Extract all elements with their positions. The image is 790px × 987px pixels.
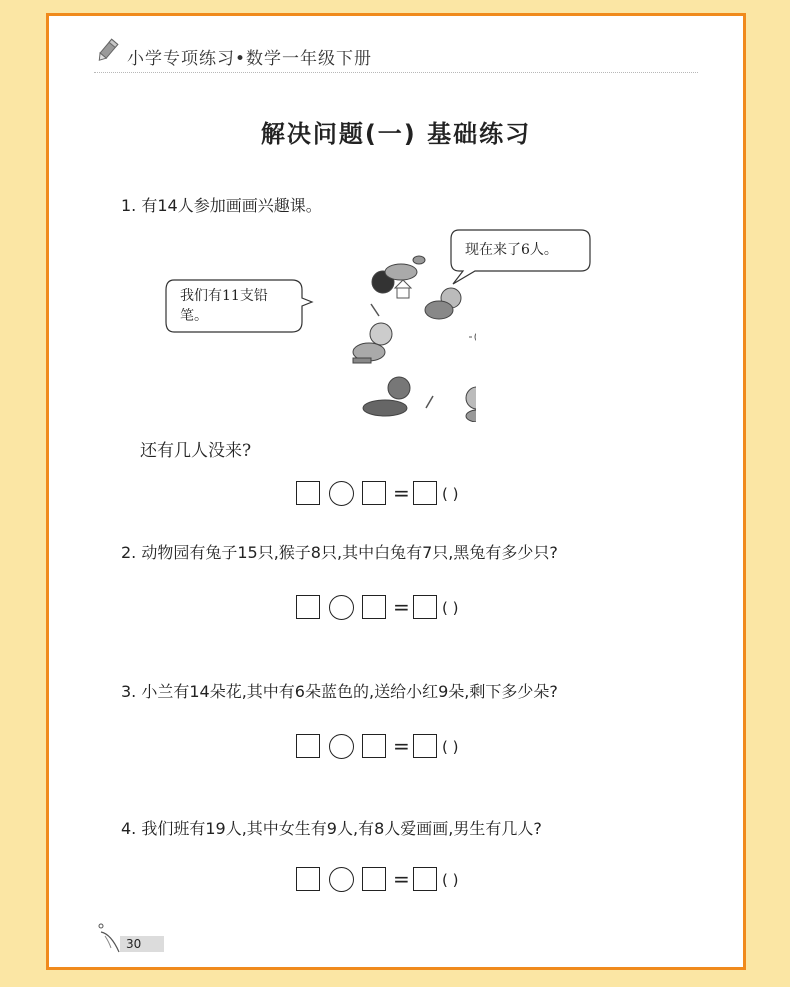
equation-2-operator-circle[interactable]	[329, 595, 354, 620]
equation-4-box-a[interactable]	[296, 867, 320, 891]
equation-4	[296, 867, 516, 893]
equation-2	[296, 595, 516, 621]
equation-2-box-result[interactable]	[413, 595, 437, 619]
speech-bubble-left-text: 我们有11支铅笔。	[180, 288, 268, 324]
child-left	[353, 323, 392, 363]
equation-1-answer-parens[interactable]: ( )	[442, 485, 459, 503]
equation-3-box-a[interactable]	[296, 734, 320, 758]
equation-2-box-b[interactable]	[362, 595, 386, 619]
pencil-icon	[94, 38, 120, 64]
house-drawing	[395, 280, 411, 298]
equation-3-box-result[interactable]	[413, 734, 437, 758]
swirl-decoration-icon	[97, 922, 121, 954]
page-number: 30	[120, 936, 164, 952]
equation-3	[296, 734, 516, 760]
equation-1	[296, 481, 516, 507]
equation-4-box-b[interactable]	[362, 867, 386, 891]
speech-bubble-right-text: 现在来了6人。	[465, 242, 558, 258]
sun-drawing	[469, 325, 476, 349]
equation-3-operator-circle[interactable]	[329, 734, 354, 759]
equation-1-box-b[interactable]	[362, 481, 386, 505]
equation-1-box-result[interactable]	[413, 481, 437, 505]
child-right-top	[425, 288, 461, 319]
question-1-follow-up: 还有几人没来?	[140, 441, 252, 461]
equation-2-box-a[interactable]	[296, 595, 320, 619]
child-bottom-right	[466, 387, 476, 422]
question-4-text: 4. 我们班有19人,其中女生有9人,有8人爱画画,男生有几人?	[121, 819, 542, 838]
question-1-text: 1. 有14人参加画画兴趣课。	[121, 196, 322, 215]
speech-bubble-left	[164, 278, 314, 338]
equation-1-equals: =	[393, 481, 410, 505]
equation-3-equals: =	[393, 734, 410, 758]
equation-2-equals: =	[393, 595, 410, 619]
equation-4-equals: =	[393, 867, 410, 891]
equation-1-box-a[interactable]	[296, 481, 320, 505]
header-title: 小学专项练习•数学一年级下册	[127, 49, 373, 69]
equation-3-answer-parens[interactable]: ( )	[442, 738, 459, 756]
equation-3-box-b[interactable]	[362, 734, 386, 758]
page-header	[94, 38, 698, 73]
equation-4-box-result[interactable]	[413, 867, 437, 891]
question-3-text: 3. 小兰有14朵花,其中有6朵蓝色的,送给小红9朵,剩下多少朵?	[121, 682, 558, 701]
equation-4-answer-parens[interactable]: ( )	[442, 871, 459, 889]
equation-1-operator-circle[interactable]	[329, 481, 354, 506]
child-top	[372, 256, 425, 293]
worksheet-page	[46, 13, 746, 970]
question-2-text: 2. 动物园有兔子15只,猴子8只,其中白兔有7只,黑兔有多少只?	[121, 543, 558, 562]
equation-2-answer-parens[interactable]: ( )	[442, 599, 459, 617]
equation-4-operator-circle[interactable]	[329, 867, 354, 892]
page-title: 解决问题(一) 基础练习	[260, 120, 532, 148]
child-bottom-left	[363, 377, 410, 416]
children-drawing-illustration	[301, 240, 476, 422]
